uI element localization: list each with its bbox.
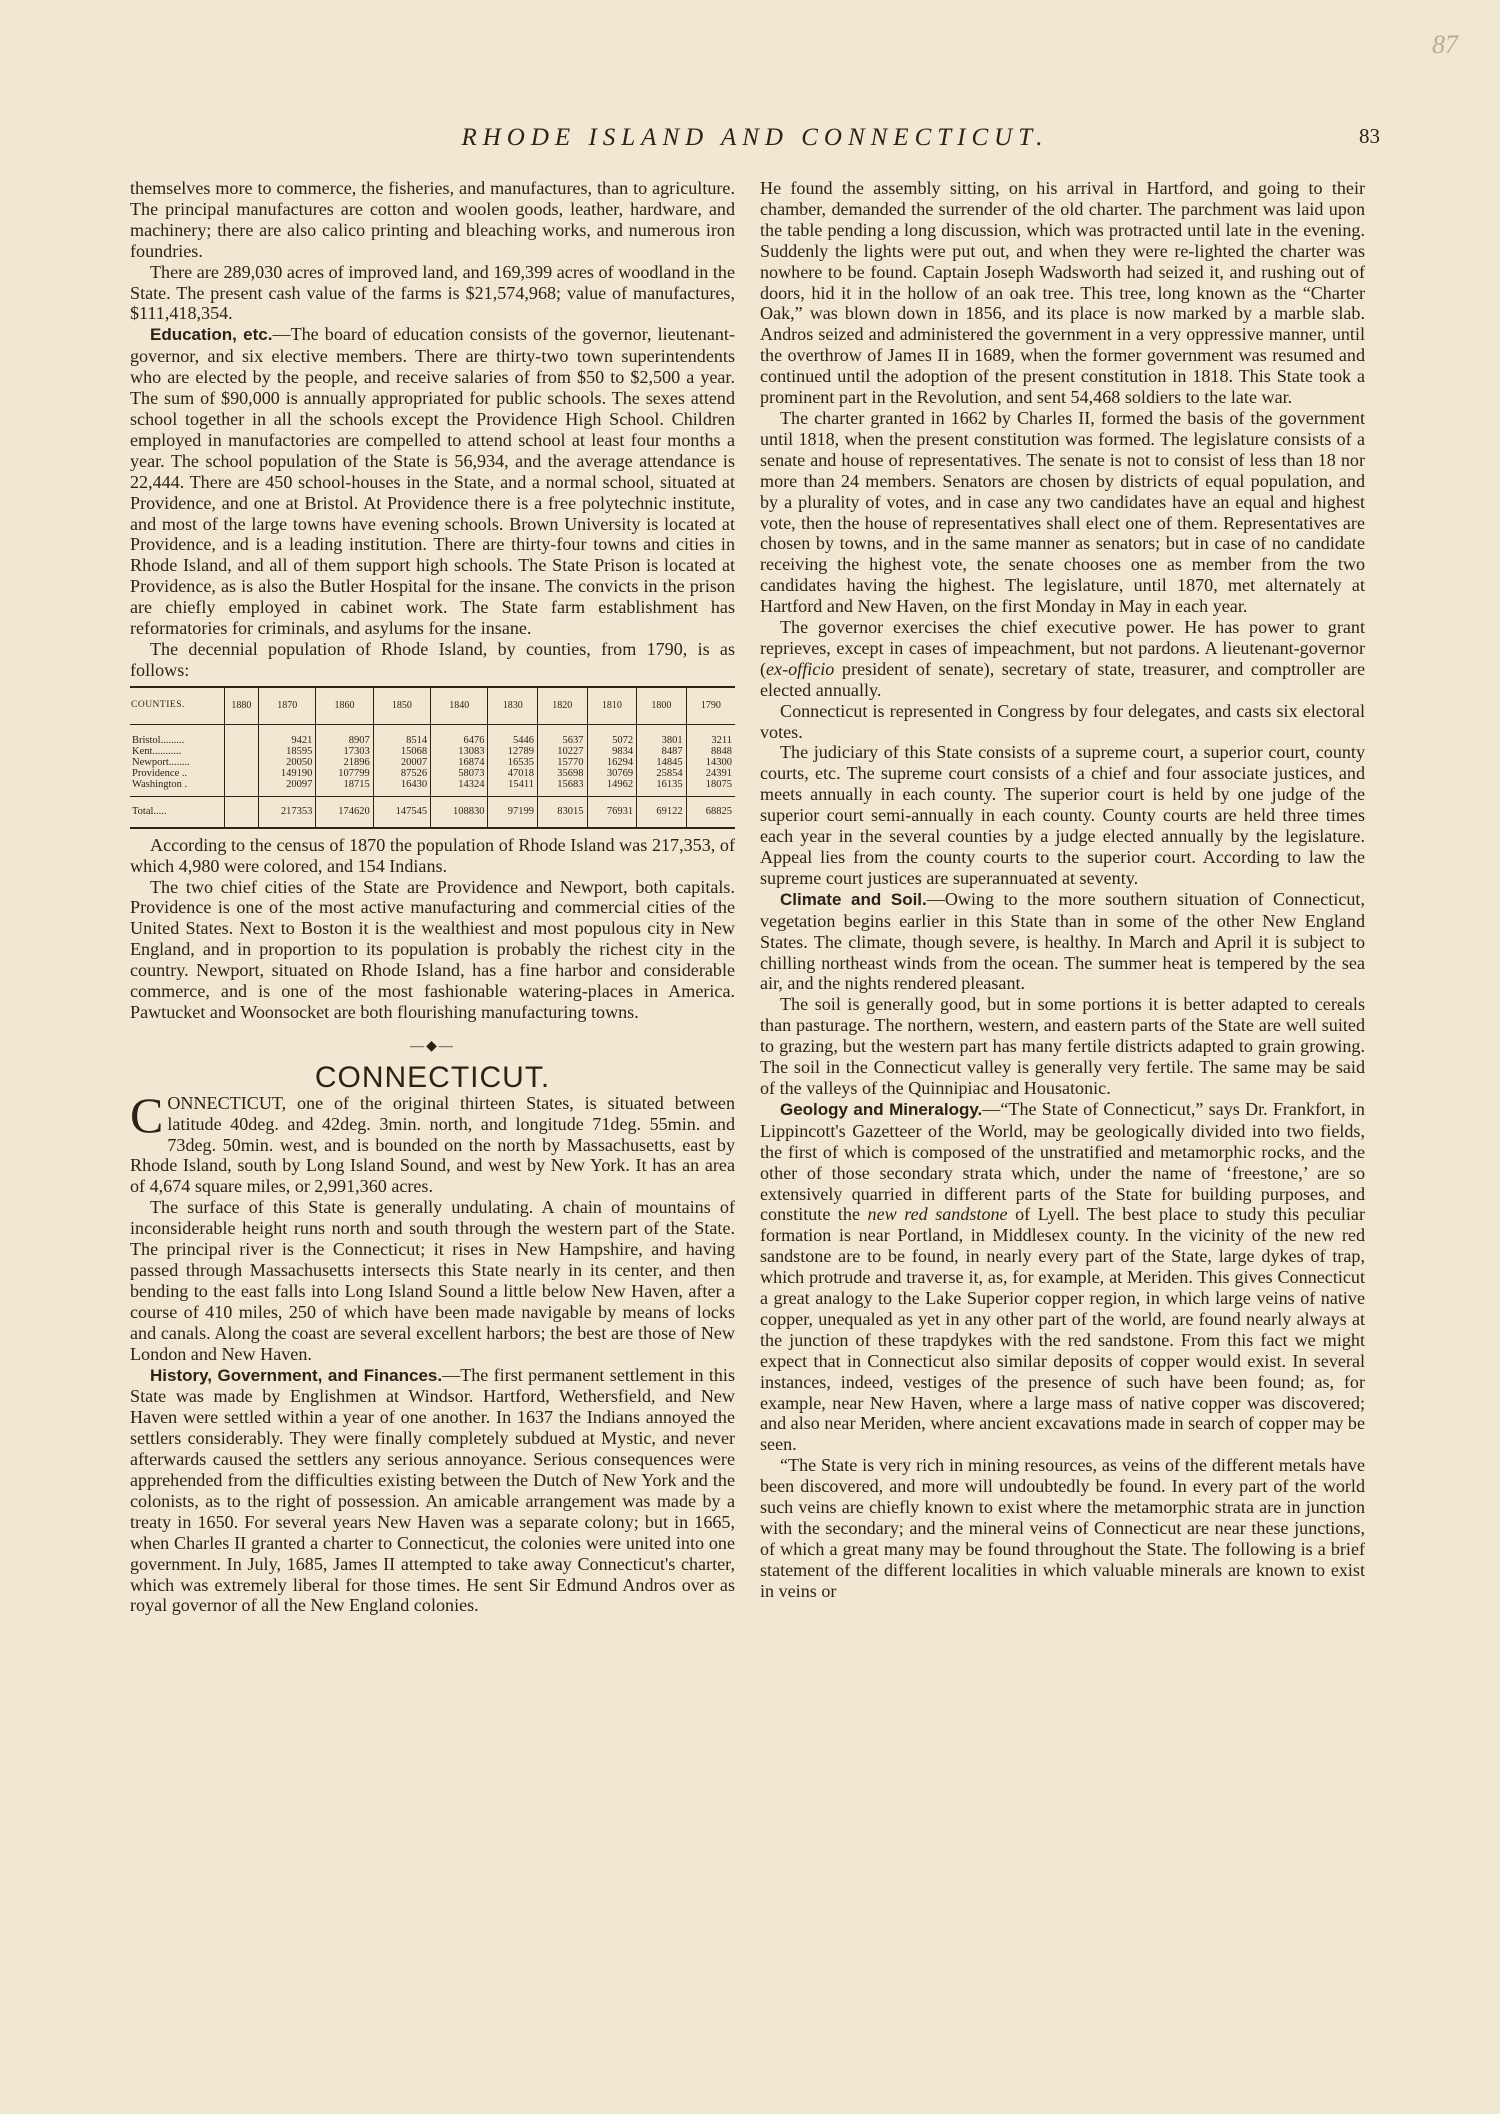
table-header-cell: 1850	[373, 687, 430, 725]
table-cell: 18595	[259, 746, 316, 757]
table-row	[130, 746, 735, 757]
table-cell: 8907	[316, 735, 373, 746]
table-cell: 15770	[538, 757, 588, 768]
table-cell: 30769	[587, 768, 637, 779]
left-column	[130, 178, 735, 1616]
table-cell	[224, 735, 258, 746]
table-header-cell: 1800	[637, 687, 687, 725]
drop-cap-letter: C	[130, 1086, 164, 1143]
italic-term: ex-officio	[766, 658, 835, 679]
table-cell	[488, 724, 538, 735]
table-cell: 9834	[587, 746, 637, 757]
table-cell	[431, 724, 488, 735]
page-header	[130, 124, 1380, 158]
paragraph: The governor exercises the chief executive power. He has power to grant reprieves, except in cases of impeachment, but not pardons. A lieutenant-governor (ex-officio president of senate), secretary of state, treasurer, and comptroller are elected annually.	[760, 617, 1365, 700]
table-cell: 15068	[373, 746, 430, 757]
section-divider-ornament: —◆—	[410, 1038, 455, 1054]
table-cell: 5637	[538, 735, 588, 746]
paragraph: There are 289,030 acres of improved land, and 169,399 acres of woodland in the State. The present cash value of the farms is $21,574,968; value of manufactures, $111,418,354.	[130, 261, 735, 324]
table-cell: 17303	[316, 746, 373, 757]
table-cell: 12789	[488, 746, 538, 757]
table-cell: 10227	[538, 746, 588, 757]
table-cell: 3801	[637, 735, 687, 746]
table-cell: Newport........	[132, 756, 190, 768]
table-cell: 108830	[431, 796, 488, 828]
paragraph: Climate and Soil.—Owing to the more southern situation of Connecticut, vegetation begins earlier in this State than in some of the other New England States. The climate, though severe, is healthy. In March and April it is subject to chilling northeast winds from the ocean. The summer heat is tempered by the sea air, and the nights rendered pleasant.	[760, 888, 1365, 994]
section-heading-history: History, Government, and Finances.	[150, 1365, 443, 1385]
table-cell: Washington .	[132, 778, 188, 790]
table-cell: 16874	[431, 757, 488, 768]
paragraph: The surface of this State is generally undulating. A chain of mountains of inconsiderable height runs north and south through the western part of the State. The principal river is the Connecticut; it rises in New Hampshire, and having passed through Massachusetts intersects this State nearly in its center, and then bending to the east falls into Long Island Sound a little below New Haven, after a course of 410 miles, 250 of which have been made navigable by means of locks and canals. Along the coast are several excellent harbors; the best are those of New London and New Haven.	[130, 1197, 735, 1364]
table-cell: 13083	[431, 746, 488, 757]
table-cell	[259, 724, 316, 735]
table-cell: 16135	[637, 779, 687, 790]
table-cell: Providence ..	[132, 767, 188, 779]
running-title: RHODE ISLAND AND CONNECTICUT.	[461, 124, 1049, 151]
table-cell: Bristol.........	[132, 734, 185, 746]
table-cell: 3211	[686, 735, 735, 746]
table-cell: 14845	[637, 757, 687, 768]
table-cell: 18075	[686, 779, 735, 790]
table-cell	[224, 724, 258, 735]
italic-term: new red sandstone	[867, 1204, 1008, 1225]
table-header-cell: 1790	[686, 687, 735, 725]
table-cell: 8848	[686, 746, 735, 757]
right-column	[760, 178, 1365, 1602]
table-cell: 149190	[259, 768, 316, 779]
paragraph: The charter granted in 1662 by Charles II, formed the basis of the government until 1818, when the present constitution was formed. The legislature consists of a senate and house of representatives. The senate is not to consist of less than 18 nor more than 24 members. Senators are chosen by districts of equal population, and by a plurality of votes, and in case any two candidates have an equal and highest vote, then the house of representatives shall elect one of them. Representatives are chosen by towns, and in the same manner as senators; but in case of no candidate receiving the highest vote, the senate chooses one as member from the two candidates having the highest. The legislature, until 1870, met alternately at Hartford and New Haven, on the first Monday in May in each year.	[760, 407, 1365, 617]
table-cell	[224, 746, 258, 757]
paragraph: Education, etc.—The board of education consists of the governor, lieutenant-governor, and six elective members. There are thirty-two town superintendents who are elected by the people, and receive salaries of from $50 to $2,500 a year. The sum of $90,000 is annually appropriated for public schools. The sexes attend school together in all the schools except the Providence High School. Children employed in manufactories are compelled to attend school at least four months a year. The school population of the State is 56,934, and the average attendance is 22,444. There are 450 school-houses in the State, and a normal school, situated at Providence, and one at Bristol. At Providence there is a free polytechnic institute, and most of the large towns have evening schools. Brown University is located at Providence, and is a leading institution. There are thirty-four towns and cities in Rhode Island, and all of them support high schools. The State Prison is located at Providence, as is also the Butler Hospital for the insane. The convicts in the prison are chiefly employed in cabinet work. The State farm establishment has reformatories for criminals, and asylums for the insane.	[130, 324, 735, 639]
table-header-cell: COUNTIES.	[130, 687, 224, 725]
table-cell: 107799	[316, 768, 373, 779]
table-body	[130, 724, 735, 828]
table-cell: 174620	[316, 796, 373, 828]
section-title-connecticut: CONNECTICUT.	[314, 1060, 551, 1094]
table-cell: 69122	[637, 796, 687, 828]
table-cell: Kent...........	[132, 745, 182, 757]
table-cell: 20007	[373, 757, 430, 768]
table-cell: 20097	[259, 779, 316, 790]
table-cell	[316, 724, 373, 735]
table-cell: 16535	[488, 757, 538, 768]
table-cell	[224, 768, 258, 779]
table-cell: 21896	[316, 757, 373, 768]
table-header-row	[130, 687, 735, 725]
table-cell: 5446	[488, 735, 538, 746]
table-cell: 217353	[259, 796, 316, 828]
paragraph: He found the assembly sitting, on his arrival in Hartford, and going to their chamber, demanded the surrender of the old charter. The parchment was laid upon the table pending a long discussion, which was protracted until late in the evening. Suddenly the lights were put out, and when they were re-lighted the charter was nowhere to be found. Captain Joseph Wadsworth had seized it, and rushing out of doors, hid it in the hollow of an oak tree. This tree, long known as the “Charter Oak,” was blown down in 1856, and its place is now marked by a marble slab. Andros seized and administered the government in a very oppressive manner, until the overthrow of James II in 1689, when the former government was resumed and continued until the adoption of the present constitution in 1818. This State took a prominent part in the Revolution, and sent 54,468 soldiers to the late war.	[760, 178, 1365, 408]
paragraph: History, Government, and Finances.—The first permanent settlement in this State was made by Englishmen at Windsor. Hartford, Wethersfield, and New Haven were settled within a year of one another. In 1637 the Indians annoyed the settlers considerably. They were finally completely subdued at Mystic, and never afterwards caused the settlers any serious annoyance. Serious consequences were apprehended from the difficulties existing between the Dutch of New York and the colonists, as to the right of possession. An amicable arrangement was made by a treaty in 1650. For several years New Haven was a separate colony; but in 1665, when Charles II granted a charter to Connecticut, the colonies were united into one government. In July, 1685, James II attempted to take away Connecticut's charter, which was extremely liberal for those times. He sent Sir Edmund Andros over as royal governor of all the New England colonies.	[130, 1364, 735, 1616]
table-cell: 68825	[686, 796, 735, 828]
table-cell: 8487	[637, 746, 687, 757]
table-cell: 47018	[488, 768, 538, 779]
table-cell	[373, 724, 430, 735]
paragraph: Geology and Mineralogy.—“The State of Connecticut,” says Dr. Frankfort, in Lippincott's Gazetteer of the World, may be geologically divided into two fields, the first of which is composed of the unstratified and metamorphic rocks, and the other of those secondary strata which, under the name of ‘freestone,’ are so extensively quarried in different parts of the State for building purposes, and constitute the new red sandstone of Lyell. The best place to study this peculiar formation is near Portland, in Middlesex county. In the vicinity of the new red sandstone are to be found, in nearly every part of the State, large dykes of trap, which protrude and traverse it, as, for example, at Meriden. This gives Connecticut a great analogy to the Lake Superior copper region, in which large veins of native copper, unequaled as yet in any other part of the world, are found nearly always at the junction of these trapdykes with the red sandstone. From this fact we might expect that in Connecticut also similar deposits of copper would exist. In several instances, indeed, vestiges of the presence of such have been found; as, for example, near New Haven, where a large mass of native copper was discovered; and also near Meriden, where ancient excavations made in search of copper may be seen.	[760, 1098, 1365, 1455]
table-cell: 20050	[259, 757, 316, 768]
table-spacer-row	[130, 724, 735, 735]
table-cell	[637, 724, 687, 735]
table-cell: 9421	[259, 735, 316, 746]
table-cell: 6476	[431, 735, 488, 746]
table-cell	[224, 779, 258, 790]
table-row	[130, 779, 735, 790]
table-header-cell: 1880	[224, 687, 258, 725]
table-cell	[587, 724, 637, 735]
table-cell: 5072	[587, 735, 637, 746]
table-cell: 16430	[373, 779, 430, 790]
table-cell: 24391	[686, 768, 735, 779]
table-header-cell: 1840	[431, 687, 488, 725]
table-cell: 147545	[373, 796, 430, 828]
table-cell: 8514	[373, 735, 430, 746]
table-header-cell: 1820	[538, 687, 588, 725]
table-row	[130, 768, 735, 779]
table-cell: 83015	[538, 796, 588, 828]
section-heading-education: Education, etc.	[150, 325, 273, 345]
paragraph: The two chief cities of the State are Providence and Newport, both capitals. Providence is one of the most active manufacturing and commercial cities of the United States. Next to Boston it is the wealthiest and most populous city in New England, and in proportion to its population is probably the richest city in the country. Newport, situated on Rhode Island, has a fine harbor and considerable commerce, and is one of the most fashionable watering-places in America. Pawtucket and Woonsocket are both flourishing manufacturing towns.	[130, 876, 735, 1022]
table-cell: 97199	[488, 796, 538, 828]
table-header-cell: 1860	[316, 687, 373, 725]
table-header-cell: 1810	[587, 687, 637, 725]
table-cell: 14962	[587, 779, 637, 790]
table-cell: 76931	[587, 796, 637, 828]
paragraph: Connecticut is represented in Congress by four delegates, and casts six electoral votes.	[760, 700, 1365, 742]
table-total-row	[130, 796, 735, 828]
paragraph: themselves more to commerce, the fisheries, and manufactures, than to agriculture. The principal manufactures are cotton and woolen goods, leather, hardware, and machinery; there are also calico printing and bleaching works, and numerous iron foundries.	[130, 178, 735, 261]
paragraph: The judiciary of this State consists of a supreme court, a superior court, county courts, etc. The supreme court consists of a chief and four associate justices, and meets annually in each county. The superior court is held by one judge of the superior court semi-annually in each county. County courts are held three times each year in the several counties by a judge elected annually by the legislature. Appeal lies from the county courts to the superior court. According to law the supreme court justices are superannuated at seventy.	[760, 742, 1365, 888]
table-cell: 25854	[637, 768, 687, 779]
table-cell: 15683	[538, 779, 588, 790]
table-cell	[224, 757, 258, 768]
table-cell: 87526	[373, 768, 430, 779]
table-cell: 18715	[316, 779, 373, 790]
paragraph: “The State is very rich in mining resources, as veins of the different metals have been discovered, and more will undoubtedly be found. In every part of the world such veins are chiefly known to exist where the metamorphic strata are in junction with the secondary; and the mineral veins of Connecticut are near these junctions, of which a great many may be found throughout the State. The following is a brief statement of the different localities in which valuable minerals are known to exist in veins or	[760, 1455, 1365, 1601]
section-heading-geology: Geology and Mineralogy.	[780, 1099, 983, 1119]
table-cell: Total.....	[130, 796, 224, 828]
population-table	[130, 686, 735, 829]
table-cell: 15411	[488, 779, 538, 790]
table-cell	[224, 796, 258, 828]
table-cell: 35698	[538, 768, 588, 779]
table-row	[130, 735, 735, 746]
table-row	[130, 757, 735, 768]
section-heading-climate: Climate and Soil.	[780, 889, 927, 909]
table-header-cell: 1830	[488, 687, 538, 725]
table-header-cell: 1870	[259, 687, 316, 725]
table-cell: 16294	[587, 757, 637, 768]
table-cell	[130, 724, 224, 735]
paragraph: CONNECTICUT, one of the original thirteen States, is situated between latitude 40deg. and 42deg. 3min. north, and longitude 71deg. 55min. and 73deg. 50min. west, and is bounded on the north by Massachusetts, east by Rhode Island, south by Long Island Sound, and west by New York. It has an area of 4,674 square miles, or 2,991,360 acres.	[130, 1086, 735, 1197]
paragraph: The decennial population of Rhode Island, by counties, from 1790, is as follows:	[130, 638, 735, 680]
table-cell	[538, 724, 588, 735]
table-cell: 14300	[686, 757, 735, 768]
paragraph: According to the census of 1870 the population of Rhode Island was 217,353, of which 4,980 were colored, and 154 Indians.	[130, 834, 735, 876]
handwritten-page-note: 87	[1432, 30, 1458, 59]
table-cell: 14324	[431, 779, 488, 790]
page-number: 83	[1359, 124, 1380, 148]
table-cell	[686, 724, 735, 735]
paragraph: The soil is generally good, but in some portions it is better adapted to cereals than pasturage. The northern, western, and eastern parts of the State are well suited to grazing, but the western part has many fertile districts adapted to grain growing. The soil in the Connecticut valley is generally very fertile. The same may be said of the valleys of the Quinnipiac and Housatonic.	[760, 994, 1365, 1098]
table-cell: 58073	[431, 768, 488, 779]
